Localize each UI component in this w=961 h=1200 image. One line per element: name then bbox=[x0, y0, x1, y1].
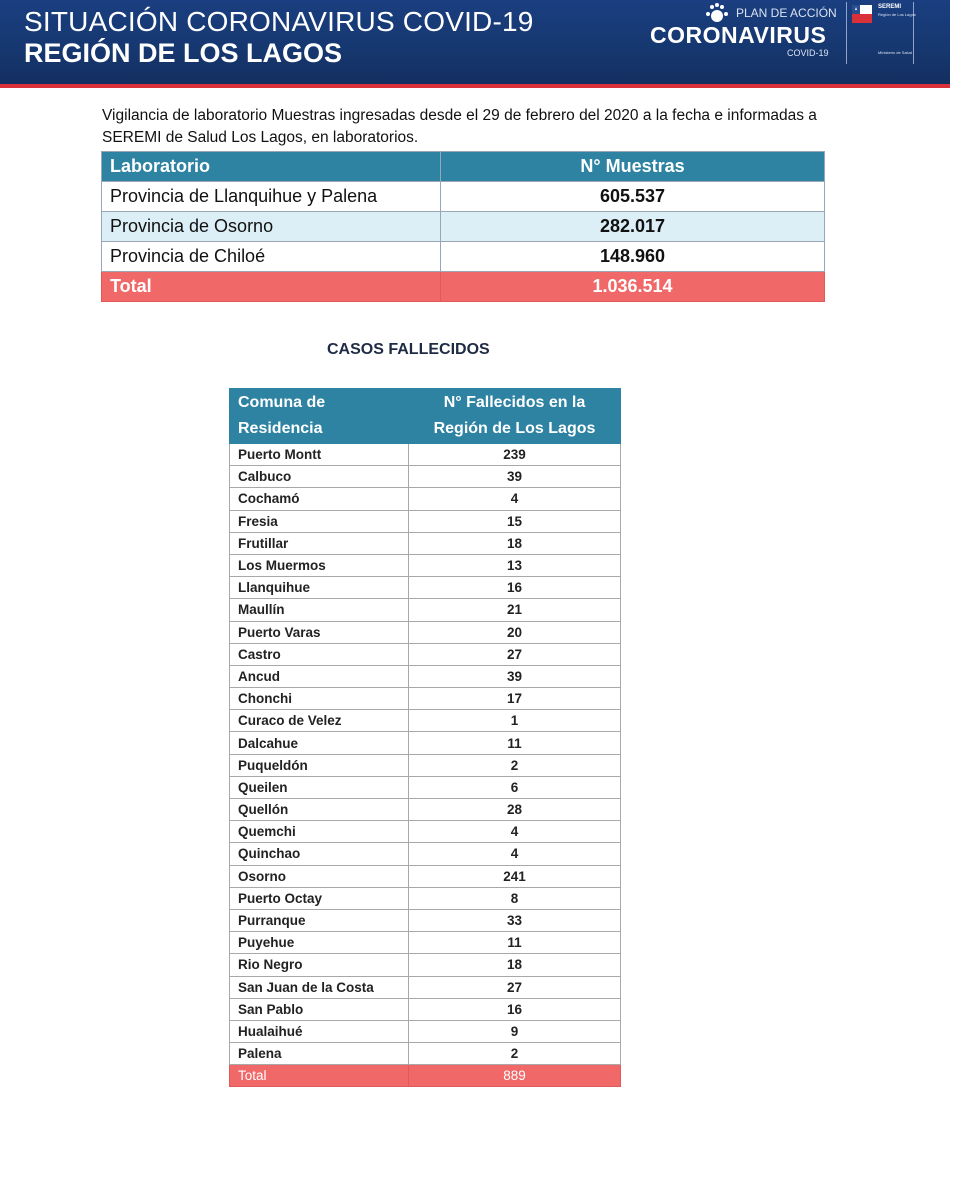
table-row bbox=[102, 212, 825, 242]
deaths-table-body bbox=[230, 444, 621, 1065]
lab-name-cell: Provincia de Llanquihue y Palena bbox=[102, 182, 441, 212]
fallecidos-cell: 9 bbox=[409, 1020, 621, 1042]
comuna-cell: Chonchi bbox=[230, 688, 409, 710]
column-header-comuna bbox=[230, 389, 409, 444]
fallecidos-cell: 18 bbox=[409, 532, 621, 554]
table-row bbox=[230, 843, 621, 865]
lab-name-cell: Provincia de Chiloé bbox=[102, 242, 441, 272]
total-row bbox=[230, 1065, 621, 1087]
total-label-cell: Total bbox=[102, 272, 441, 302]
comuna-cell: Quinchao bbox=[230, 843, 409, 865]
virus-icon bbox=[700, 2, 734, 24]
lab-name-cell: Provincia de Osorno bbox=[102, 212, 441, 242]
comuna-cell: Puqueldón bbox=[230, 754, 409, 776]
comuna-cell: Puerto Montt bbox=[230, 444, 409, 466]
comuna-cell: Quellón bbox=[230, 799, 409, 821]
coronavirus-logo-text: CORONAVIRUS bbox=[650, 22, 827, 48]
fallecidos-cell: 21 bbox=[409, 599, 621, 621]
table-row bbox=[230, 444, 621, 466]
comuna-cell: Castro bbox=[230, 643, 409, 665]
lab-value-cell: 605.537 bbox=[441, 182, 825, 212]
comuna-cell: Ancud bbox=[230, 665, 409, 687]
comuna-cell: Calbuco bbox=[230, 466, 409, 488]
table-row bbox=[230, 1020, 621, 1042]
table-row bbox=[230, 599, 621, 621]
deaths-table bbox=[229, 388, 621, 1087]
fallecidos-cell: 18 bbox=[409, 954, 621, 976]
table-row bbox=[230, 754, 621, 776]
comuna-cell: Curaco de Velez bbox=[230, 710, 409, 732]
comuna-cell: Frutillar bbox=[230, 532, 409, 554]
table-row bbox=[230, 732, 621, 754]
fallecidos-cell: 8 bbox=[409, 887, 621, 909]
table-row bbox=[230, 932, 621, 954]
table-row bbox=[230, 799, 621, 821]
table-row bbox=[230, 621, 621, 643]
comuna-cell: Puerto Varas bbox=[230, 621, 409, 643]
fallecidos-cell: 4 bbox=[409, 488, 621, 510]
total-value-cell: 1.036.514 bbox=[441, 272, 825, 302]
fallecidos-cell: 39 bbox=[409, 466, 621, 488]
comuna-cell: Dalcahue bbox=[230, 732, 409, 754]
table-row bbox=[230, 821, 621, 843]
fallecidos-cell: 33 bbox=[409, 909, 621, 931]
page-title-line2: REGIÓN DE LOS LAGOS bbox=[24, 38, 343, 68]
fallecidos-cell: 20 bbox=[409, 621, 621, 643]
comuna-cell: Puyehue bbox=[230, 932, 409, 954]
comuna-cell: Maullín bbox=[230, 599, 409, 621]
header-fallecidos-line2: Región de Los Lagos bbox=[433, 420, 596, 437]
fallecidos-cell: 2 bbox=[409, 754, 621, 776]
lab-value-cell: 148.960 bbox=[441, 242, 825, 272]
table-header-row bbox=[102, 152, 825, 182]
table-header-row bbox=[230, 389, 621, 444]
fallecidos-cell: 241 bbox=[409, 865, 621, 887]
table-row bbox=[230, 954, 621, 976]
table-row bbox=[230, 665, 621, 687]
fallecidos-cell: 28 bbox=[409, 799, 621, 821]
table-row bbox=[230, 577, 621, 599]
plan-accion-label: PLAN DE ACCIÓN bbox=[736, 6, 837, 20]
table-row bbox=[230, 909, 621, 931]
table-row bbox=[230, 976, 621, 998]
comuna-cell: Puerto Octay bbox=[230, 887, 409, 909]
coat-of-arms-icon bbox=[851, 4, 873, 24]
comuna-cell: Rio Negro bbox=[230, 954, 409, 976]
covid-label: COVID-19 bbox=[787, 48, 829, 58]
fallecidos-cell: 11 bbox=[409, 732, 621, 754]
column-header-fallecidos bbox=[409, 389, 621, 444]
table-row bbox=[230, 998, 621, 1020]
comuna-cell: San Juan de la Costa bbox=[230, 976, 409, 998]
table-row bbox=[230, 488, 621, 510]
table-row bbox=[102, 242, 825, 272]
intro-paragraph bbox=[102, 105, 892, 149]
table-row bbox=[102, 182, 825, 212]
header-fallecidos-line1: N° Fallecidos en la bbox=[443, 394, 586, 411]
intro-line-1: Vigilancia de laboratorio Muestras ingresadas desde el 29 de febrero del 2020 a la fecha e informadas a bbox=[102, 107, 817, 124]
intro-line-2: SEREMI de Salud Los Lagos, en laboratorios. bbox=[102, 129, 419, 146]
table-row bbox=[230, 466, 621, 488]
total-label-cell: Total bbox=[230, 1065, 409, 1087]
fallecidos-cell: 17 bbox=[409, 688, 621, 710]
fallecidos-cell: 239 bbox=[409, 444, 621, 466]
deaths-section-title: CASOS FALLECIDOS bbox=[327, 341, 490, 358]
table-row bbox=[230, 688, 621, 710]
comuna-cell: Quemchi bbox=[230, 821, 409, 843]
fallecidos-cell: 6 bbox=[409, 776, 621, 798]
comuna-cell: Osorno bbox=[230, 865, 409, 887]
table-row bbox=[230, 1043, 621, 1065]
comuna-cell: Llanquihue bbox=[230, 577, 409, 599]
seremi-label: SEREMI bbox=[878, 4, 902, 10]
fallecidos-cell: 2 bbox=[409, 1043, 621, 1065]
comuna-cell: Cochamó bbox=[230, 488, 409, 510]
table-row bbox=[230, 554, 621, 576]
table-row bbox=[230, 776, 621, 798]
fallecidos-cell: 13 bbox=[409, 554, 621, 576]
table-row bbox=[230, 510, 621, 532]
header-accent-line bbox=[0, 84, 950, 88]
ministerio-label: Ministerio de Salud bbox=[878, 50, 913, 55]
comuna-cell: Palena bbox=[230, 1043, 409, 1065]
comuna-cell: Hualaihué bbox=[230, 1020, 409, 1042]
fallecidos-cell: 11 bbox=[409, 932, 621, 954]
fallecidos-cell: 15 bbox=[409, 510, 621, 532]
total-row bbox=[102, 272, 825, 302]
comuna-cell: Fresia bbox=[230, 510, 409, 532]
column-header-muestras: N° Muestras bbox=[441, 152, 825, 182]
column-header-laboratorio: Laboratorio bbox=[102, 152, 441, 182]
seremi-region-label: Región de Los Lagos bbox=[878, 12, 916, 17]
fallecidos-cell: 4 bbox=[409, 843, 621, 865]
fallecidos-cell: 4 bbox=[409, 821, 621, 843]
page-title-line1: SITUACIÓN CORONAVIRUS COVID-19 bbox=[24, 6, 534, 37]
comuna-cell: Queilen bbox=[230, 776, 409, 798]
header-comuna-line1: Comuna de bbox=[238, 394, 326, 411]
lab-value-cell: 282.017 bbox=[441, 212, 825, 242]
table-row bbox=[230, 643, 621, 665]
comuna-cell: Purranque bbox=[230, 909, 409, 931]
table-row bbox=[230, 865, 621, 887]
table-row bbox=[230, 532, 621, 554]
lab-samples-table bbox=[101, 151, 825, 302]
table-row bbox=[230, 710, 621, 732]
comuna-cell: Los Muermos bbox=[230, 554, 409, 576]
fallecidos-cell: 16 bbox=[409, 998, 621, 1020]
table-row bbox=[230, 887, 621, 909]
fallecidos-cell: 27 bbox=[409, 643, 621, 665]
fallecidos-cell: 16 bbox=[409, 577, 621, 599]
header-comuna-line2: Residencia bbox=[238, 420, 323, 437]
fallecidos-cell: 27 bbox=[409, 976, 621, 998]
total-value-cell: 889 bbox=[409, 1065, 621, 1087]
fallecidos-cell: 39 bbox=[409, 665, 621, 687]
comuna-cell: San Pablo bbox=[230, 998, 409, 1020]
fallecidos-cell: 1 bbox=[409, 710, 621, 732]
